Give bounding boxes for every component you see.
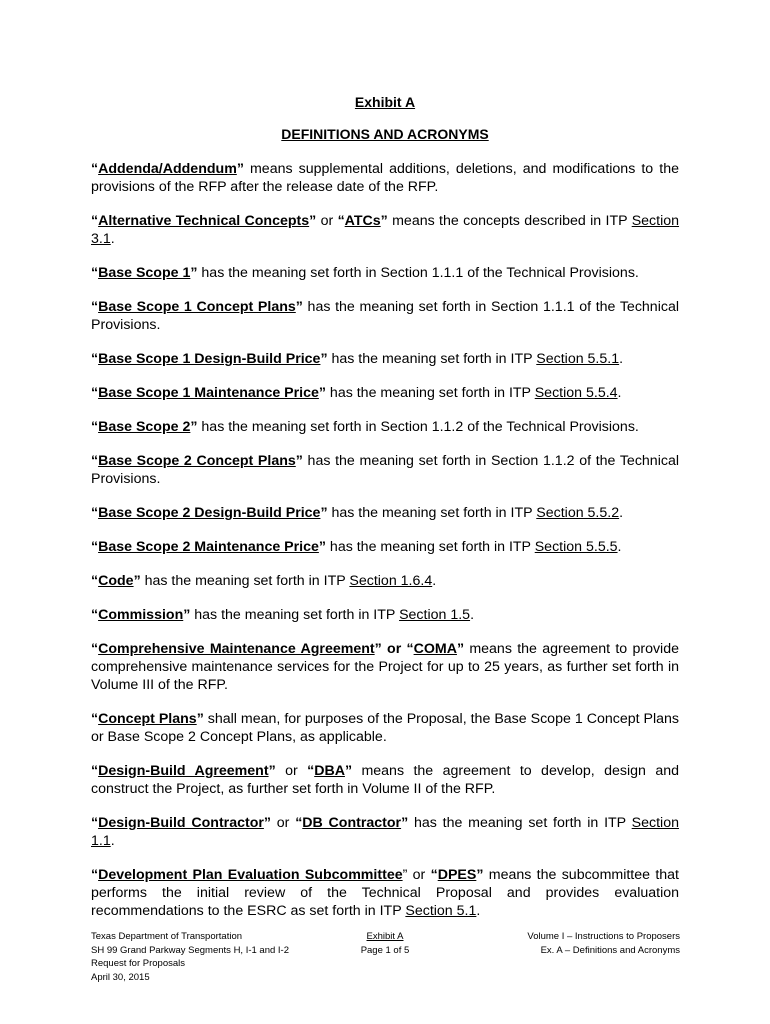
definition-entry: “Base Scope 2 Concept Plans” has the meaning set forth in Section 1.1.2 of the Technical Provisions.: [91, 453, 679, 487]
footer-center: [330, 930, 440, 957]
definition-entry: “Design-Build Agreement” or “DBA” means the agreement to develop, design and construct the Project, as further set forth in Volume II of the RFP.: [91, 763, 679, 797]
footer-left: [91, 930, 351, 984]
definition-acronym: “DB Contractor”: [295, 815, 409, 831]
footer-project: SH 99 Grand Parkway Segments H, I-1 and I-2: [91, 944, 290, 956]
definition-term: “Base Scope 1 Design-Build Price”: [91, 351, 328, 367]
section-reference: Section 5.5.2: [536, 505, 620, 521]
section-reference: Section 5.5.5: [534, 539, 618, 555]
footer-volume: Volume I – Instructions to Proposers: [527, 931, 680, 942]
section-reference: Section 5.5.4: [534, 385, 618, 401]
definition-acronym: “COMA”: [406, 641, 465, 657]
footer-doc-type: Request for Proposals: [91, 958, 185, 969]
exhibit-title: Exhibit A: [354, 94, 416, 110]
definition-entry: “Base Scope 1 Concept Plans” has the meaning set forth in Section 1.1.1 of the Technical Provisions.: [91, 299, 679, 333]
definition-entry: “Development Plan Evaluation Subcommittee” or “DPES” means the subcommittee that performs the initial review of the Technical Proposal and provides evaluation recommendations to the ESRC as set forth in ITP Section 5.1.: [91, 867, 680, 919]
footer-right: [440, 930, 680, 957]
definition-term: “Base Scope 2 Design-Build Price”: [91, 505, 328, 521]
definition-term: “Alternative Technical Concepts”: [91, 213, 317, 229]
section-reference: Section 5.1: [405, 903, 477, 919]
definition-term: “Concept Plans”: [91, 711, 204, 727]
definition-acronym: “ATCs”: [337, 213, 388, 229]
definition-term: “Commission”: [91, 607, 191, 623]
definition-term: “Base Scope 1”: [91, 265, 198, 281]
definition-entry: “Base Scope 2” has the meaning set forth in Section 1.1.2 of the Technical Provisions.: [91, 419, 639, 435]
footer-agency: Texas Department of Transportation: [91, 931, 243, 942]
definition-entry: “Design-Build Contractor” or “DB Contractor” has the meaning set forth in ITP Section 1.1.: [91, 815, 679, 849]
definition-entry: “Alternative Technical Concepts” or “ATCs” means the concepts described in ITP Section 3.1.: [91, 213, 680, 247]
definition-term: “Design-Build Agreement”: [91, 763, 276, 779]
definition-entry: “Base Scope 1 Design-Build Price” has the meaning set forth in ITP Section 5.5.1.: [91, 351, 624, 367]
definition-entry: “Addenda/Addendum” means supplemental additions, deletions, and modifications to the provisions of the RFP after the release date of the RFP.: [91, 161, 679, 195]
definition-entry: “Commission” has the meaning set forth in ITP Section 1.5.: [91, 607, 475, 623]
definition-entry: “Base Scope 1” has the meaning set forth in Section 1.1.1 of the Technical Provisions.: [91, 265, 639, 281]
definition-entry: “Comprehensive Maintenance Agreement” or “COMA” means the agreement to provide comprehensive maintenance services for the Project for up to 25 years, as further set forth in Volume III of the RFP.: [91, 641, 679, 693]
section-reference: Section 1.5: [399, 607, 471, 623]
definition-term: “Base Scope 1 Maintenance Price”: [91, 385, 326, 401]
definitions-list: [91, 160, 679, 935]
definition-term: “Base Scope 2”: [91, 419, 198, 435]
definition-term: “Design-Build Contractor”: [91, 815, 271, 831]
definition-acronym: “DBA”: [307, 763, 353, 779]
definition-acronym: “DPES”: [430, 867, 484, 883]
definition-entry: “Base Scope 1 Maintenance Price” has the meaning set forth in ITP Section 5.5.4.: [91, 385, 622, 401]
section-reference: Section 1.6.4: [349, 573, 433, 589]
footer-exhibit-label: Exhibit A: [366, 931, 404, 942]
definition-term: “Base Scope 1 Concept Plans”: [91, 299, 303, 315]
definition-term: “Comprehensive Maintenance Agreement”: [91, 641, 382, 657]
definition-term: “Base Scope 2 Maintenance Price”: [91, 539, 326, 555]
definition-term: “Development Plan Evaluation Subcommittee: [91, 867, 403, 883]
definition-entry: “Base Scope 2 Maintenance Price” has the meaning set forth in ITP Section 5.5.5.: [91, 539, 622, 555]
footer-exhibit-name: Ex. A – Definitions and Acronyms: [540, 944, 680, 956]
definition-entry: “Base Scope 2 Design-Build Price” has the meaning set forth in ITP Section 5.5.2.: [91, 505, 624, 521]
definition-term: “Code”: [91, 573, 141, 589]
section-reference: Section 3.1: [91, 213, 680, 247]
footer-date: April 30, 2015: [91, 971, 150, 983]
footer-page-number: Page 1 of 5: [360, 944, 410, 956]
section-reference: Section 5.5.1: [536, 351, 620, 367]
definition-term: “Base Scope 2 Concept Plans”: [91, 453, 303, 469]
section-title: DEFINITIONS AND ACRONYMS: [281, 126, 489, 142]
section-reference: Section 1.1: [91, 815, 679, 849]
definition-term: “Addenda/Addendum”: [91, 161, 244, 177]
definition-entry: “Code” has the meaning set forth in ITP Section 1.6.4.: [91, 573, 437, 589]
definition-entry: “Concept Plans” shall mean, for purposes of the Proposal, the Base Scope 1 Concept Plans or Base Scope 2 Concept Plans, as applicable.: [91, 711, 680, 745]
